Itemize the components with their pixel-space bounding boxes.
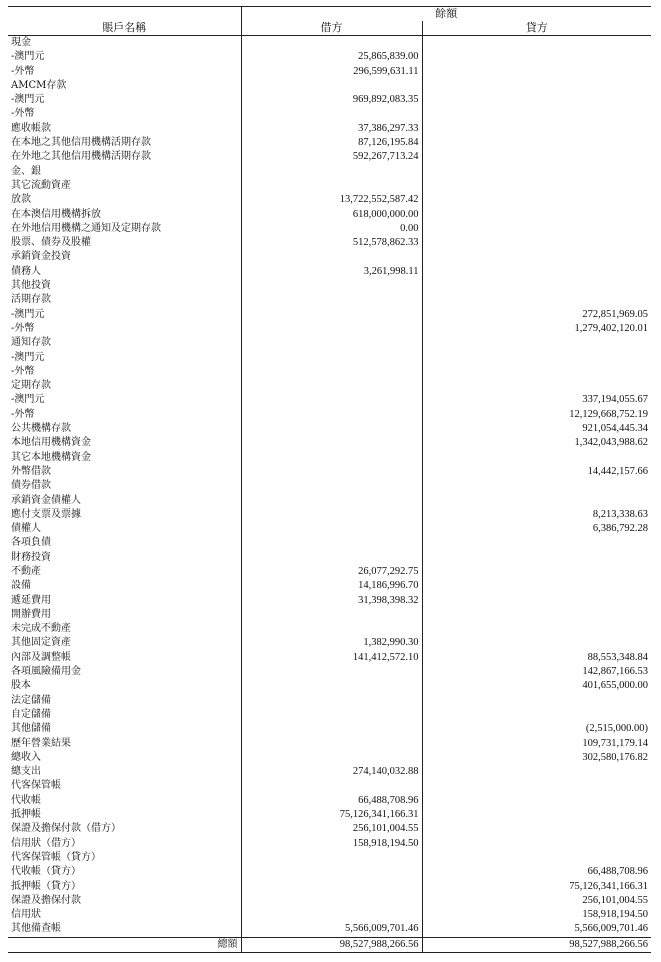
table-row bbox=[8, 250, 651, 264]
total-credit: 98,527,988,266.56 bbox=[422, 937, 651, 952]
debit-cell: 31,398,398.32 bbox=[241, 594, 422, 608]
debit-cell bbox=[241, 865, 422, 879]
debit-cell bbox=[241, 365, 422, 379]
account-name-cell: -外幣 bbox=[11, 322, 35, 334]
account-name-cell: 法定儲備 bbox=[11, 694, 51, 706]
table-row bbox=[8, 651, 651, 665]
debit-cell: 13,722,552,587.42 bbox=[241, 193, 422, 207]
credit-cell bbox=[422, 565, 651, 579]
table-row bbox=[8, 222, 651, 236]
table-row bbox=[8, 722, 651, 736]
table-body bbox=[8, 36, 651, 938]
header-balance: 餘額 bbox=[241, 7, 651, 22]
table-row bbox=[8, 522, 651, 536]
credit-cell bbox=[422, 808, 651, 822]
account-name-cell: 代收帳（貸方） bbox=[11, 866, 81, 878]
credit-cell: 5,566,009,701.46 bbox=[422, 922, 651, 937]
credit-cell bbox=[422, 122, 651, 136]
credit-cell bbox=[422, 50, 651, 64]
credit-cell bbox=[422, 536, 651, 550]
header-credit: 貸方 bbox=[422, 21, 651, 36]
account-name-cell: 代客保管帳 bbox=[11, 780, 61, 792]
debit-cell bbox=[241, 165, 422, 179]
credit-cell: (2,515,000.00) bbox=[422, 722, 651, 736]
debit-cell bbox=[241, 708, 422, 722]
debit-cell: 592,267,713.24 bbox=[241, 150, 422, 164]
credit-cell: 1,342,043,988.62 bbox=[422, 436, 651, 450]
table-row bbox=[8, 436, 651, 450]
account-name-cell: -外幣 bbox=[11, 65, 35, 77]
table-row bbox=[8, 737, 651, 751]
credit-cell bbox=[422, 765, 651, 779]
total-debit: 98,527,988,266.56 bbox=[241, 937, 422, 952]
account-name-cell: 本地信用機構資金 bbox=[11, 437, 91, 449]
credit-cell bbox=[422, 136, 651, 150]
credit-cell bbox=[422, 708, 651, 722]
account-name-cell: 公共機構存款 bbox=[11, 423, 71, 435]
table-row bbox=[8, 751, 651, 765]
debit-cell: 5,566,009,701.46 bbox=[241, 922, 422, 937]
credit-cell: 109,731,179.14 bbox=[422, 737, 651, 751]
credit-cell: 302,580,176.82 bbox=[422, 751, 651, 765]
debit-cell bbox=[241, 694, 422, 708]
credit-cell: 6,386,792.28 bbox=[422, 522, 651, 536]
account-name-cell: 各項負債 bbox=[11, 537, 51, 549]
debit-cell: 158,918,194.50 bbox=[241, 837, 422, 851]
account-name-cell: 開辦費用 bbox=[11, 608, 51, 620]
account-name-cell: 定期存款 bbox=[11, 380, 51, 392]
account-name-cell: -外幣 bbox=[11, 408, 35, 420]
credit-cell: 1,279,402,120.01 bbox=[422, 322, 651, 336]
account-name-cell: 其他固定資產 bbox=[11, 637, 71, 649]
account-name-cell: 股票、債券及股權 bbox=[11, 237, 91, 249]
credit-cell bbox=[422, 193, 651, 207]
credit-cell: 75,126,341,166.31 bbox=[422, 880, 651, 894]
account-name-cell: 在本澳信用機構拆放 bbox=[11, 208, 101, 220]
table-row bbox=[8, 922, 651, 937]
account-name-cell: 活期存款 bbox=[11, 294, 51, 306]
debit-cell bbox=[241, 351, 422, 365]
account-name-cell: 其他投資 bbox=[11, 280, 51, 292]
credit-cell bbox=[422, 293, 651, 307]
account-name-cell: 不動產 bbox=[11, 565, 41, 577]
debit-cell bbox=[241, 379, 422, 393]
credit-cell bbox=[422, 451, 651, 465]
table-row bbox=[8, 122, 651, 136]
credit-cell bbox=[422, 594, 651, 608]
debit-cell: 25,865,839.00 bbox=[241, 50, 422, 64]
table-row bbox=[8, 837, 651, 851]
account-name-cell: 其它流動資產 bbox=[11, 179, 71, 191]
credit-cell: 88,553,348.84 bbox=[422, 651, 651, 665]
debit-cell bbox=[241, 536, 422, 550]
account-name-cell: 總收入 bbox=[11, 751, 41, 763]
credit-cell bbox=[422, 222, 651, 236]
table-row bbox=[8, 679, 651, 693]
credit-cell: 401,655,000.00 bbox=[422, 679, 651, 693]
account-name-cell: 金、銀 bbox=[11, 165, 41, 177]
table-row bbox=[8, 494, 651, 508]
debit-cell bbox=[241, 494, 422, 508]
debit-cell bbox=[241, 522, 422, 536]
credit-cell bbox=[422, 79, 651, 93]
total-row bbox=[8, 937, 651, 952]
table-row bbox=[8, 908, 651, 922]
table-row bbox=[8, 65, 651, 79]
account-name-cell: 在本地之其他信用機構活期存款 bbox=[11, 137, 151, 149]
table-row bbox=[8, 794, 651, 808]
account-name-cell: 歷年營業結果 bbox=[11, 737, 71, 749]
debit-cell: 512,578,862.33 bbox=[241, 236, 422, 250]
table-row bbox=[8, 608, 651, 622]
debit-cell bbox=[241, 422, 422, 436]
debit-cell bbox=[241, 408, 422, 422]
account-name-cell: 總支出 bbox=[11, 766, 41, 778]
header-debit: 借方 bbox=[241, 21, 422, 36]
debit-cell bbox=[241, 279, 422, 293]
account-name-cell: -澳門元 bbox=[11, 351, 45, 363]
credit-cell bbox=[422, 779, 651, 793]
header-row-top bbox=[8, 7, 651, 22]
account-name-cell: 通知存款 bbox=[11, 337, 51, 349]
debit-cell: 37,386,297.33 bbox=[241, 122, 422, 136]
account-name-cell: 其他備查帳 bbox=[11, 923, 61, 935]
debit-cell: 87,126,195.84 bbox=[241, 136, 422, 150]
debit-cell bbox=[241, 107, 422, 121]
table-row bbox=[8, 851, 651, 865]
account-name-cell: AMCM存款 bbox=[11, 79, 67, 91]
table-row bbox=[8, 308, 651, 322]
credit-cell bbox=[422, 351, 651, 365]
account-name-cell: -外幣 bbox=[11, 108, 35, 120]
credit-cell bbox=[422, 279, 651, 293]
debit-cell bbox=[241, 751, 422, 765]
account-name-cell: 設備 bbox=[11, 580, 31, 592]
header-account-name: 賬戶名稱 bbox=[8, 21, 241, 36]
debit-cell: 296,599,631.11 bbox=[241, 65, 422, 79]
credit-cell bbox=[422, 551, 651, 565]
debit-cell bbox=[241, 451, 422, 465]
table-row bbox=[8, 293, 651, 307]
credit-cell bbox=[422, 494, 651, 508]
table-row bbox=[8, 422, 651, 436]
table-row bbox=[8, 165, 651, 179]
table-row bbox=[8, 694, 651, 708]
table-row bbox=[8, 779, 651, 793]
debit-cell bbox=[241, 322, 422, 336]
table-row bbox=[8, 408, 651, 422]
credit-cell bbox=[422, 165, 651, 179]
credit-cell bbox=[422, 837, 651, 851]
debit-cell bbox=[241, 465, 422, 479]
account-name-cell: 抵押帳（貸方） bbox=[11, 880, 81, 892]
table-row bbox=[8, 636, 651, 650]
table-row bbox=[8, 708, 651, 722]
credit-cell bbox=[422, 208, 651, 222]
account-name-cell: 債權人 bbox=[11, 523, 41, 535]
table-row bbox=[8, 880, 651, 894]
table-row bbox=[8, 465, 651, 479]
debit-cell bbox=[241, 622, 422, 636]
account-name-cell: 應收帳款 bbox=[11, 122, 51, 134]
debit-cell: 969,892,083.35 bbox=[241, 93, 422, 107]
table-row bbox=[8, 322, 651, 336]
debit-cell bbox=[241, 508, 422, 522]
table-row bbox=[8, 536, 651, 550]
table-row bbox=[8, 479, 651, 493]
account-name-cell: 信用狀（借方） bbox=[11, 837, 81, 849]
credit-cell bbox=[422, 794, 651, 808]
account-name-cell: 遞延費用 bbox=[11, 594, 51, 606]
credit-cell bbox=[422, 579, 651, 593]
debit-cell bbox=[241, 293, 422, 307]
debit-cell bbox=[241, 36, 422, 51]
credit-cell bbox=[422, 365, 651, 379]
credit-cell: 256,101,004.55 bbox=[422, 894, 651, 908]
account-name-cell: 現金 bbox=[11, 37, 31, 48]
account-name-cell: 自定儲備 bbox=[11, 708, 51, 720]
debit-cell bbox=[241, 479, 422, 493]
debit-cell: 75,126,341,166.31 bbox=[241, 808, 422, 822]
header-blank-cell bbox=[8, 7, 241, 22]
trial-balance-sheet bbox=[8, 6, 651, 953]
table-row bbox=[8, 579, 651, 593]
credit-cell bbox=[422, 851, 651, 865]
account-name-cell: 應付支票及票據 bbox=[11, 508, 81, 520]
credit-cell bbox=[422, 379, 651, 393]
account-name-cell: -澳門元 bbox=[11, 308, 45, 320]
credit-cell bbox=[422, 65, 651, 79]
credit-cell bbox=[422, 179, 651, 193]
account-name-cell: 在外地之其他信用機構活期存款 bbox=[11, 151, 151, 163]
debit-cell bbox=[241, 336, 422, 350]
account-name-cell: 外幣借款 bbox=[11, 465, 51, 477]
table-row bbox=[8, 894, 651, 908]
table-row bbox=[8, 79, 651, 93]
credit-cell: 12,129,668,752.19 bbox=[422, 408, 651, 422]
account-name-cell: 債券借款 bbox=[11, 480, 51, 492]
account-name-cell: -澳門元 bbox=[11, 51, 45, 63]
debit-cell: 1,382,990.30 bbox=[241, 636, 422, 650]
credit-cell: 14,442,157.66 bbox=[422, 465, 651, 479]
table-row bbox=[8, 208, 651, 222]
debit-cell bbox=[241, 779, 422, 793]
debit-cell bbox=[241, 79, 422, 93]
table-row bbox=[8, 336, 651, 350]
account-name-cell: 抵押帳 bbox=[11, 809, 41, 821]
table-row bbox=[8, 765, 651, 779]
table-row bbox=[8, 865, 651, 879]
debit-cell bbox=[241, 250, 422, 264]
credit-cell bbox=[422, 822, 651, 836]
debit-cell bbox=[241, 308, 422, 322]
account-name-cell: 保證及擔保付款 bbox=[11, 894, 81, 906]
account-name-cell: 承銷資金債權人 bbox=[11, 494, 81, 506]
debit-cell: 256,101,004.55 bbox=[241, 822, 422, 836]
debit-cell: 26,077,292.75 bbox=[241, 565, 422, 579]
table-row bbox=[8, 351, 651, 365]
debit-cell: 618,000,000.00 bbox=[241, 208, 422, 222]
debit-cell bbox=[241, 880, 422, 894]
account-name-cell: 財務投資 bbox=[11, 551, 51, 563]
table-row bbox=[8, 808, 651, 822]
credit-cell: 142,867,166.53 bbox=[422, 665, 651, 679]
table-row bbox=[8, 150, 651, 164]
credit-cell bbox=[422, 250, 651, 264]
debit-cell: 274,140,032.88 bbox=[241, 765, 422, 779]
credit-cell bbox=[422, 479, 651, 493]
account-name-cell: 代收帳 bbox=[11, 794, 41, 806]
table-row bbox=[8, 136, 651, 150]
account-name-cell: 保證及擔保付款（借方） bbox=[11, 823, 121, 835]
credit-cell: 8,213,338.63 bbox=[422, 508, 651, 522]
account-name-cell: 內部及調整帳 bbox=[11, 651, 71, 663]
table-row bbox=[8, 265, 651, 279]
account-name-cell: 債務人 bbox=[11, 265, 41, 277]
table-row bbox=[8, 393, 651, 407]
credit-cell bbox=[422, 236, 651, 250]
table-row bbox=[8, 451, 651, 465]
table-row bbox=[8, 551, 651, 565]
header-row-sub bbox=[8, 21, 651, 36]
credit-cell bbox=[422, 93, 651, 107]
debit-cell bbox=[241, 665, 422, 679]
table-row bbox=[8, 93, 651, 107]
account-name-cell: 其它本地機構資金 bbox=[11, 451, 91, 463]
debit-cell bbox=[241, 551, 422, 565]
table-row bbox=[8, 565, 651, 579]
debit-cell: 66,488,708.96 bbox=[241, 794, 422, 808]
credit-cell bbox=[422, 265, 651, 279]
credit-cell bbox=[422, 694, 651, 708]
table-row bbox=[8, 508, 651, 522]
credit-cell: 66,488,708.96 bbox=[422, 865, 651, 879]
account-name-cell: 其他儲備 bbox=[11, 723, 51, 735]
debit-cell bbox=[241, 908, 422, 922]
table-row bbox=[8, 822, 651, 836]
table-row bbox=[8, 36, 651, 51]
account-name-cell: 未完成不動產 bbox=[11, 623, 71, 635]
debit-cell bbox=[241, 436, 422, 450]
account-name-cell: 承銷資金投資 bbox=[11, 251, 71, 263]
debit-cell: 0.00 bbox=[241, 222, 422, 236]
table-row bbox=[8, 365, 651, 379]
debit-cell: 141,412,572.10 bbox=[241, 651, 422, 665]
account-name-cell: -澳門元 bbox=[11, 94, 45, 106]
credit-cell bbox=[422, 36, 651, 51]
trial-balance-table bbox=[8, 6, 651, 953]
account-name-cell: 信用狀 bbox=[11, 909, 41, 921]
credit-cell bbox=[422, 150, 651, 164]
debit-cell bbox=[241, 894, 422, 908]
account-name-cell: 放款 bbox=[11, 194, 31, 206]
credit-cell bbox=[422, 336, 651, 350]
table-row bbox=[8, 665, 651, 679]
debit-cell bbox=[241, 737, 422, 751]
credit-cell: 158,918,194.50 bbox=[422, 908, 651, 922]
credit-cell bbox=[422, 608, 651, 622]
table-row bbox=[8, 179, 651, 193]
table-row bbox=[8, 236, 651, 250]
table-row bbox=[8, 50, 651, 64]
credit-cell bbox=[422, 622, 651, 636]
account-name-cell: 各項風險備用金 bbox=[11, 666, 81, 678]
table-row bbox=[8, 594, 651, 608]
debit-cell bbox=[241, 679, 422, 693]
debit-cell bbox=[241, 722, 422, 736]
table-row bbox=[8, 107, 651, 121]
debit-cell bbox=[241, 608, 422, 622]
debit-cell: 14,186,996.70 bbox=[241, 579, 422, 593]
credit-cell: 337,194,055.67 bbox=[422, 393, 651, 407]
credit-cell: 272,851,969.05 bbox=[422, 308, 651, 322]
table-row bbox=[8, 193, 651, 207]
account-name-cell: 股本 bbox=[11, 680, 31, 692]
credit-cell: 921,054,445.34 bbox=[422, 422, 651, 436]
credit-cell bbox=[422, 107, 651, 121]
debit-cell: 3,261,998.11 bbox=[241, 265, 422, 279]
credit-cell bbox=[422, 636, 651, 650]
debit-cell bbox=[241, 393, 422, 407]
debit-cell bbox=[241, 851, 422, 865]
account-name-cell: -澳門元 bbox=[11, 394, 45, 406]
account-name-cell: -外幣 bbox=[11, 365, 35, 377]
account-name-cell: 在外地信用機構之通知及定期存款 bbox=[11, 222, 161, 234]
table-row bbox=[8, 622, 651, 636]
table-row bbox=[8, 379, 651, 393]
debit-cell bbox=[241, 179, 422, 193]
account-name-cell: 代客保管帳（貸方） bbox=[11, 851, 101, 863]
table-row bbox=[8, 279, 651, 293]
total-label: 總額 bbox=[8, 937, 241, 952]
